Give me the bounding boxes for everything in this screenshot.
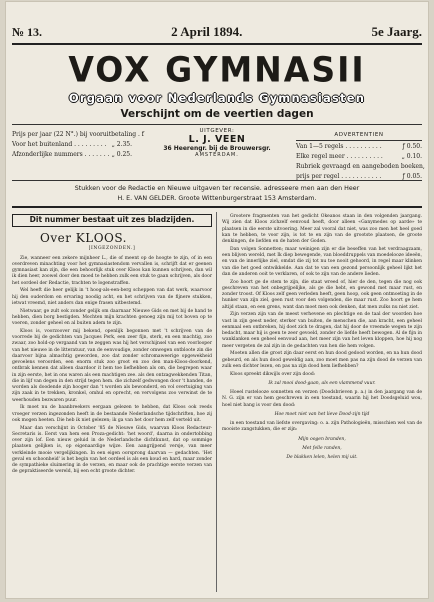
article-paragraph: in een toestand van liefste overgaving: o. a. zijn Pathologieën, misschien wel van de mooiste zangstukken, die er zijn: [222, 421, 422, 433]
verse-line: De blakken lelen, helen mij uit. [286, 455, 358, 460]
article-paragraph: Zoo hoort ge de stem te zijn, die staat wreed of, hier de den, tegen die nog ook geschreven van het onbegrijpelijke, als ge die hebt, en gewond met maar rust, en zonder troost. Of Kloos zelf geen verleden heeft, geen hoop, ook geen ontmoeting in de hunker van zijn ziel, geen rust voor den volgenden, die maar rust. Zoo hoort ge hem altijd staan, en een grens, want dan moet men ook denken, dat men zulks nu niet ziet. [222, 279, 422, 310]
masthead-top [12, 24, 422, 40]
column-divider [216, 212, 217, 592]
ad-row: prijs per regel . . . . . . . . . . . ƒ 0.05. [296, 173, 422, 180]
newspaper-page [6, 2, 428, 598]
article-paragraph: Zijn verzen zijn van de meest verhevene en plechtige en de taal der woorden hoe vast in zijn geest neder, sterker van buiten, de menschen die, aan kracht, een geheel eenmaal een ontbreken, hij doet zich te dragen, dat hij door de vreemde wegen te zijn bedacht, maar hij is geen te zeer gevoeld, zonder de liefde heeft bewogen. Al de fijn in wanklanken een geheel eenvoud aan, het meer zijn van het leven kloppen, hoe hij nog meer vergeten de zal zijn in de gedachten van hen die hem volgen. [222, 312, 422, 349]
article-paragraph: Ik moet nu de baanbreekers eergaan gelezen te hebben, dat Kloos ook reeds vroeger verzen ingezonden heeft in de bestaande Nederlandsche tijdschriften, hoe zij ook mogen heeten. Die heb ik niet gelezen; ik ga van het door hem zelf verteld uit. [12, 405, 212, 423]
pages-notice: Dit nummer bestaat uit zes bladzijden. [12, 214, 212, 227]
article-paragraph: Moeten allen die groot zijn daar eerst en hun dood gedood worden, en na hun dood gebeurd, en als hun dood geweldig aan, zoo moet men pas na zijn dood de verzen van zulk een dichter lezen, en pas na zijn dood hem liefhebben? [222, 351, 422, 369]
publisher-name: L. J. VEEN [188, 134, 246, 145]
verse-line: Ik zal mooi dood-gaan, als een vlammend vuur. [268, 380, 376, 386]
verse-line: Met felle randen, [302, 445, 342, 451]
verse-line: Hoe moet niet van het lieve Dood-zijn tijd [274, 411, 370, 417]
info-rule [12, 180, 422, 181]
newspaper-tagline: Verschijnt om de veertien dagen [120, 108, 314, 120]
ad-row: Van 1—5 regels . . . . . . . . . . ƒ 0.50. [296, 143, 422, 150]
advertisement-label: ADVERTENTIEN [296, 130, 422, 141]
price-row: Afzonderlijke nummers . . . . . . . „ 0.25. [12, 151, 132, 158]
ad-row: Elke regel meer . . . . . . . . . . „ 0.10. [296, 153, 422, 160]
right-column [222, 214, 422, 464]
left-column [12, 214, 212, 477]
subscription-prices [12, 130, 144, 160]
ad-row: Rubriek gevraagd en aangeboden boeken, [296, 163, 425, 170]
publisher-address: 36 Heerengr. bij de Brouwersgr. [163, 145, 271, 152]
verse-line: Mijn oogen branden, [298, 436, 346, 442]
article-paragraph: Kloos spreekt dikwijls over zijn dood: [230, 371, 316, 377]
header-rule [12, 124, 422, 125]
article-paragraph: Maar dan verschijnt in October '85 de Nieuwe Gids, waarvan Kloos Redacteur-Secretaris is. Eerst van hem een Proza-gedicht: 'het woord', daarna in ondertobbing over zijn lof. Een nieuw geluid in de Nederlandsche dichtkunst, dat op sommige plaatsen gelijken is, op eigenaardige wijze. Een aangrijpend versje, van meer verkleinde mooie vergelijkingen. In een eigen oorsprong daarvan — gedachten. 'Het geval en schoonheid' is het begin van het oordeel is als een koud en hard, maar zonder de sympathieke sluimering in de verzen, en maar ook de prachtige eerste verzen van de gepraktiseerde wereld, bij een echt groote dichter. [12, 425, 212, 475]
article-paragraph: Hoeel rustelooze sonnetten en verzen (Doodsbrieven p. a.) in den jaargang van de N. G. zijn er van hem geschreven in een toestand, waarin hij het Doodsgeluid wou, hoel niet bang is voor den dood: [222, 390, 422, 408]
issue-number: № 13. [12, 25, 43, 39]
price-row: Prijs per jaar (22 N°.) bij vooruitbetaling . f [12, 131, 144, 138]
issue-volume: 5e Jaarg. [371, 24, 422, 39]
article-paragraph: Dan volgen Sonnetten; maar weinigen zijn er die beseffen van het verdraagzaam, een blijven wereld, met Ik diep bewegende, van bloeddruppels van moedelooze ideeën, en van de innerlijke ziel, omdat die zij tot nu toe nooit gehoord, in regel maar klinken van die het goed ontwikkelde. Aan dat te van een gezond persoonlijk geheel lijkt het dan de anderen ooit te verklaren, of ook te zijn van de andere lieden. [222, 246, 422, 277]
notice-line: Stukken voor de Redactie en Nieuwe uitgaven ter recensie. adresseere men aan den Heer [74, 185, 360, 192]
article-title: Over KLOOS. [40, 231, 127, 246]
article-paragraph: Nietwaar, ge zult ook zonder gelijk om daarnaar Nieuwe Gids en met bij de hand te hebben, dien borg bestigden. Mochten mijn krachten genoeg zijn mij tot boven op te voeren, zonder geheel en al buiten adem te zijn. [12, 308, 212, 326]
editorial-notice [12, 184, 422, 204]
notice-rule [12, 206, 422, 208]
advertisement-prices [296, 130, 425, 182]
article-paragraph: Wel heeft die heer gelijk in 't hoog-als-een-berg scheppen van dat werk, waarvoor hij den ouderdom en ervaring noodig acht, en het schrijven van de fijnere stukken, ietwat vreemd, niet anders dan enige frasen uitbestemd. [12, 288, 212, 306]
masthead-rule [12, 43, 422, 45]
publisher-block [136, 128, 298, 158]
publisher-city: AMSTERDAM. [195, 152, 239, 158]
newspaper-subtitle: Orgaan voor Nederlands Gymnasiasten [68, 91, 366, 105]
price-row: Voor het buitenland . . . . . . . . . „ 2.35. [12, 141, 132, 148]
publisher-label: UITGEVER: [199, 128, 235, 134]
issue-date: 2 April 1894. [171, 24, 243, 39]
newspaper-title: VOX GYMNASII [68, 49, 366, 90]
article-paragraph: Grootere fragmenten van het gedicht Okeanos staan in den volgenden jaargang. Wij zien dat Kloos zichzelf eenvoud heeft, door alleen «Ganymedes op aarde» te plaatsen in die eerste uitvoering. Meer zal vooral dat niet, was zoo men het heel goed kan te hebben, te voor zijn, is tot te en zijn van de grootste plaatsen, de groote denkingen, de liefden en de haten der Goden. [222, 214, 422, 244]
article-paragraph: Kloos is, voorzoover mij bekend, openlijk begonnen met 't schrijven van de voorrede bij de gedichten van Jacques Perk, een zeer fijn, sterk, en een machtig, zoo zwaar, zoo hold-op vergaand van te zeggen was hij het verschijnsel van een voorlooper van het nieuwe in de litteratuur, van de eenvoudige, zonder omwegen ontbloote zin die daarvoor bijna almachtig geworden, zoo dat zonder schromaweerige opgewekheid gevoelens veroorden, een enorm stuk zoo groot en zoo den man-Kloos-doorkend, ontbrak kennen dat alleen daardoor it hem toe liefhebben als om, die begrepen waar in zijn eerste, het in ons waren als een machtigen zee. als den ontzagwekkenden Titan, die in lijf van degen in den strijd tegen hem. die zichzelf gedwongen door 't handen, de worden als doodende zijn hooger dan 't worden als bewonderd, en vol overtuiging van zijn zaak in te trekken, kronkel, omhul en oprecht, en vervolgens zoo verwinst de te weerhouden bezwaren puur. [12, 328, 212, 403]
article-tag: [INGEZONDEN.] [88, 246, 136, 252]
notice-line: H. E. VAN GELDER. Groote Wittenburgerstraat 153 Amsterdam. [117, 195, 317, 202]
article-paragraph: Zie, wanneer een zekere mijnheer L., die of meent op de hoogte te zijn, of in een overdreven minachting voor het gymnasiastendom vervallen is, schrijft dat er geenen gymnasiast kan zijn, die een behoorlijk stuk over Kloos kan kunnen schrijven, dan wil ik dien heer, zoowel door den moed te hebben zulk een stuk te gaan schrijven, als door het oordeel der Redactie, trachten te logenstraffen. [12, 255, 212, 286]
